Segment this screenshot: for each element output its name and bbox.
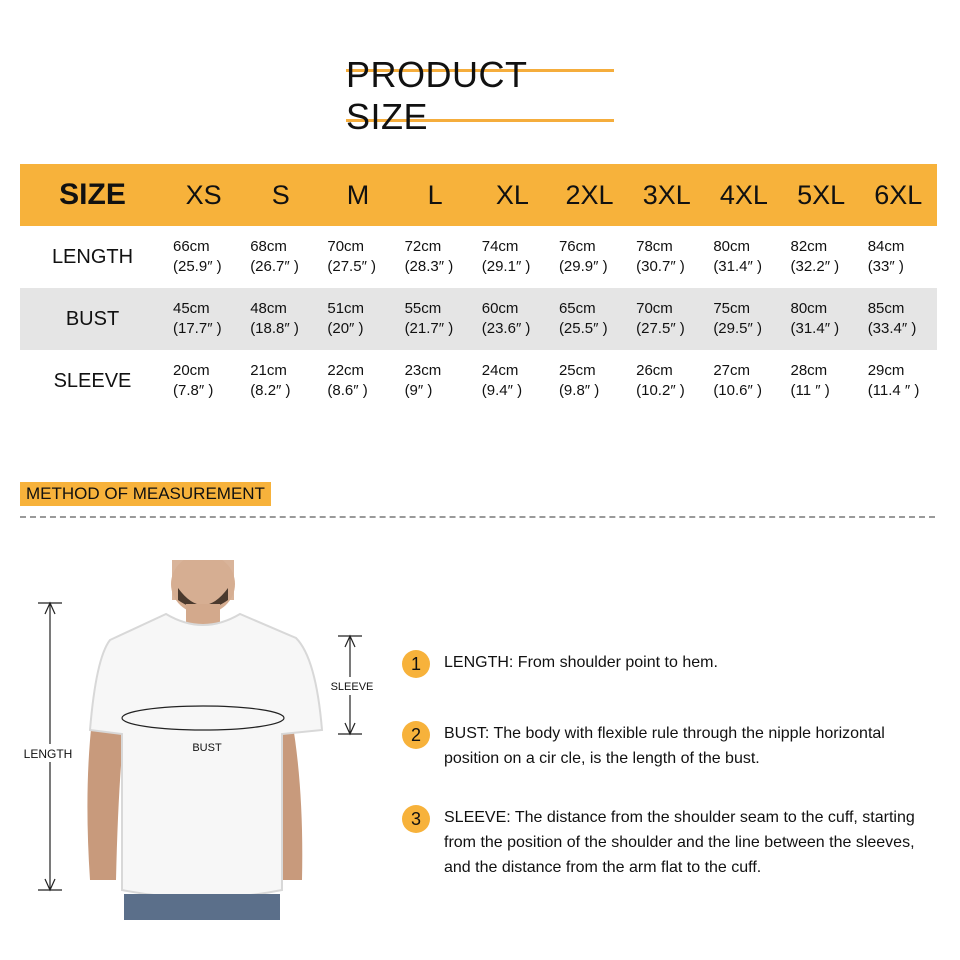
table-cell: 80cm (31.4″ ) xyxy=(713,238,762,275)
step-number-badge: 2 xyxy=(402,721,430,749)
size-col-6xl: 6XL xyxy=(874,179,923,210)
length-row xyxy=(20,226,937,288)
size-header-row xyxy=(20,164,937,226)
model-jeans-icon xyxy=(124,894,280,920)
step-length xyxy=(402,650,934,678)
size-col-l: L xyxy=(427,179,443,210)
method-heading: METHOD OF MEASUREMENT xyxy=(20,482,271,506)
table-cell: 21cm (8.2″ ) xyxy=(250,362,291,399)
length-label: LENGTH xyxy=(23,747,73,761)
table-cell: 55cm (21.7″ ) xyxy=(404,300,454,337)
size-col-5xl: 5XL xyxy=(797,179,846,210)
table-cell: 82cm (32.2″ ) xyxy=(790,238,840,275)
size-col-2xl: 2XL xyxy=(565,179,614,210)
section-divider xyxy=(20,516,935,518)
size-col-m: M xyxy=(346,179,370,210)
table-cell: 28cm (11 ″ ) xyxy=(790,362,830,399)
step-text: LENGTH: From shoulder point to hem. xyxy=(444,654,718,671)
step-number-badge: 1 xyxy=(402,650,430,678)
table-cell: 25cm (9.8″ ) xyxy=(558,362,600,399)
table-cell: 85cm (33.4″ ) xyxy=(867,300,917,337)
row-label-sleeve: SLEEVE xyxy=(53,369,132,392)
size-col-s: S xyxy=(271,179,290,210)
size-col-xl: XL xyxy=(495,179,529,210)
table-cell: 29cm (11.4 ″ ) xyxy=(867,362,920,399)
step-text: BUST: The body with flexible rule through the nipple horizontal position on a cir cle, is the length of the bust. xyxy=(444,725,885,767)
table-cell: 20cm (7.8″ ) xyxy=(173,362,214,399)
page-title-text: PRODUCT SIZE xyxy=(346,53,527,137)
tshirt-measurement-figure xyxy=(20,560,400,920)
table-cell: 45cm (17.7″ ) xyxy=(173,300,222,337)
model-head-icon xyxy=(171,560,235,624)
table-cell: 80cm (31.4″ ) xyxy=(790,300,840,337)
page-title xyxy=(346,53,614,137)
table-cell: 66cm (25.9″ ) xyxy=(173,238,222,275)
size-col-3xl: 3XL xyxy=(642,179,691,210)
table-cell: 60cm (23.6″ ) xyxy=(481,300,531,337)
table-cell: 26cm (10.2″ ) xyxy=(636,362,685,399)
size-col-xs: XS xyxy=(185,179,222,210)
table-cell: 68cm (26.7″ ) xyxy=(250,238,299,275)
table-cell: 84cm (33″ ) xyxy=(867,238,905,275)
step-number-badge: 3 xyxy=(402,805,430,833)
step-text: SLEEVE: The distance from the shoulder seam to the cuff, starting from the position of the shoulder and the line between the sleeves, and the distance from the arm flat to the cuff. xyxy=(444,809,915,876)
table-cell: 23cm (9″ ) xyxy=(404,362,442,399)
table-cell: 75cm (29.5″ ) xyxy=(713,300,762,337)
step-bust xyxy=(402,721,934,771)
row-label-length: LENGTH xyxy=(51,245,134,268)
table-cell: 27cm (10.6″ ) xyxy=(713,362,762,399)
table-cell: 74cm (29.1″ ) xyxy=(481,238,531,275)
table-cell: 70cm (27.5″ ) xyxy=(327,238,377,275)
size-table xyxy=(20,164,937,412)
row-label-bust: BUST xyxy=(65,307,120,330)
table-cell: 76cm (29.9″ ) xyxy=(558,238,608,275)
table-cell: 65cm (25.5″ ) xyxy=(558,300,608,337)
sleeve-row xyxy=(20,350,937,412)
table-cell: 72cm (28.3″ ) xyxy=(404,238,454,275)
table-cell: 78cm (30.7″ ) xyxy=(636,238,685,275)
bust-row xyxy=(20,288,937,350)
step-sleeve xyxy=(402,805,934,880)
table-cell: 24cm (9.4″ ) xyxy=(481,362,523,399)
bust-label: BUST xyxy=(192,742,222,754)
size-col-4xl: 4XL xyxy=(719,179,768,210)
sleeve-label: SLEEVE xyxy=(330,681,374,693)
table-cell: 48cm (18.8″ ) xyxy=(250,300,299,337)
table-cell: 70cm (27.5″ ) xyxy=(636,300,685,337)
table-cell: 51cm (20″ ) xyxy=(327,300,365,337)
size-header-label: SIZE xyxy=(59,178,126,211)
table-cell: 22cm (8.6″ ) xyxy=(327,362,368,399)
